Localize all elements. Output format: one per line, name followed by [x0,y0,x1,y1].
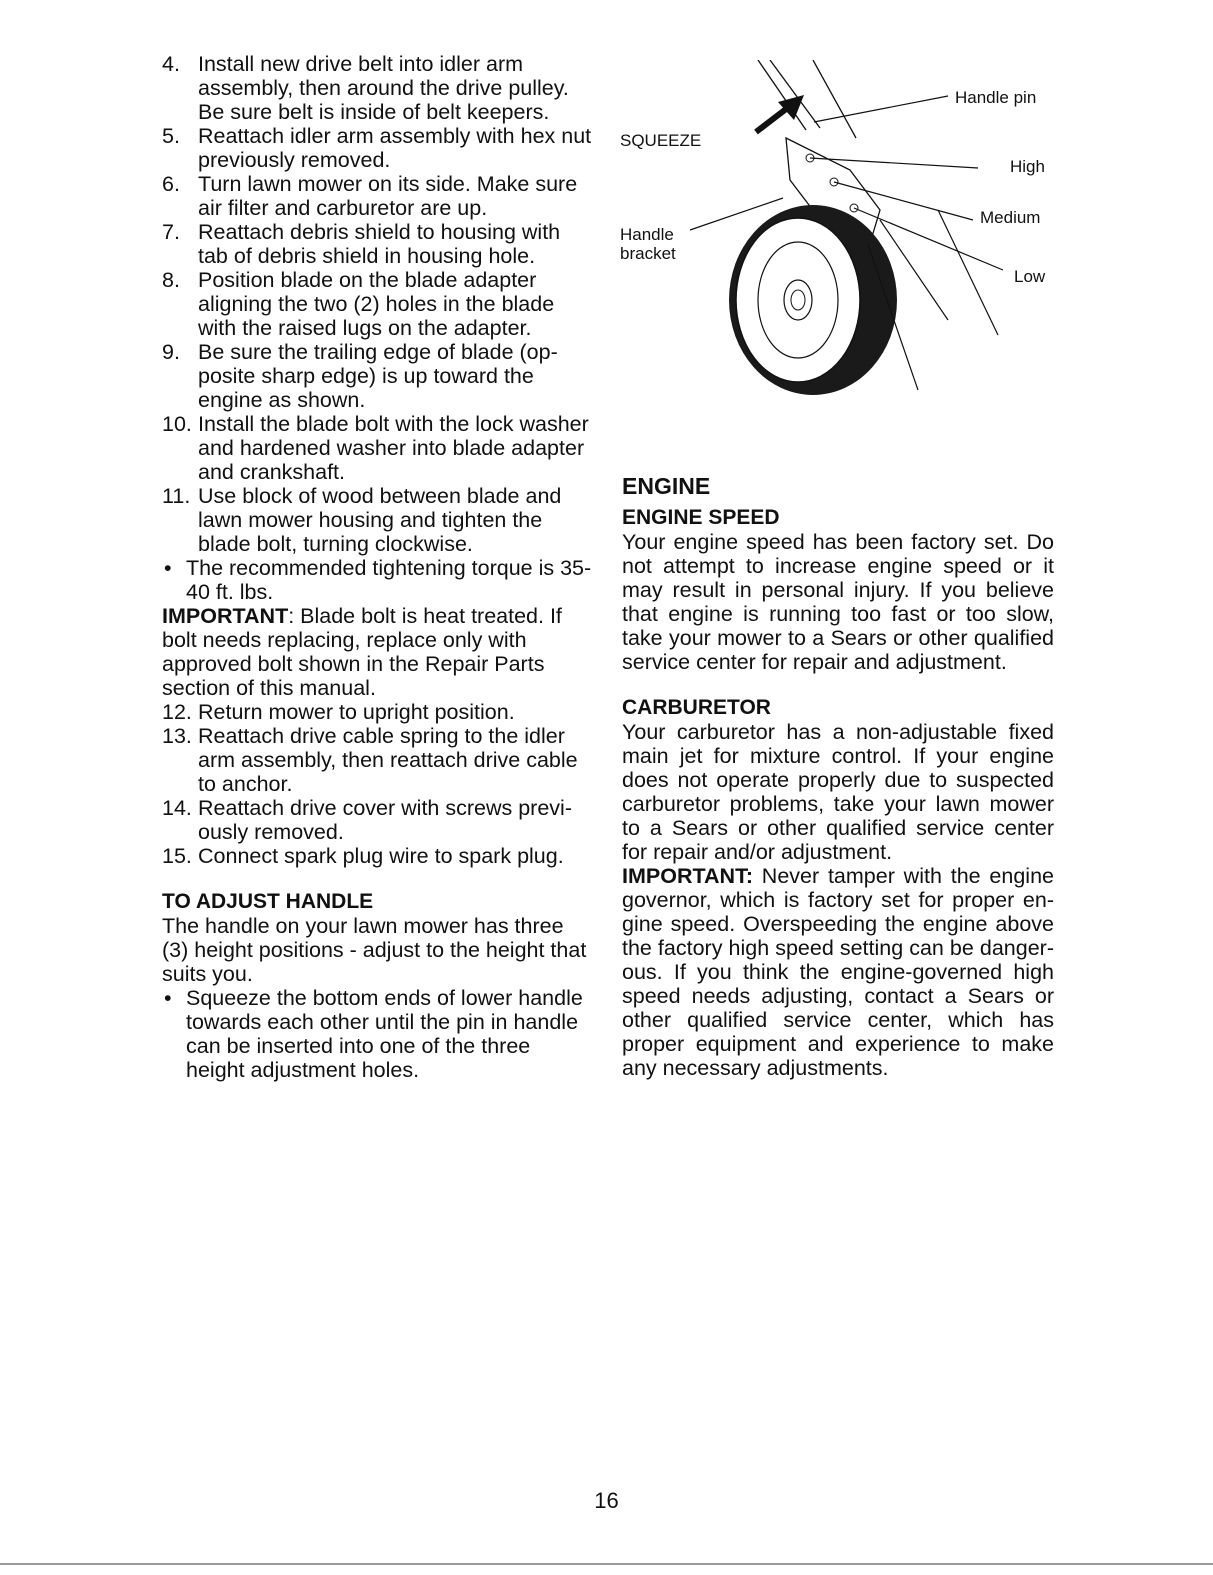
step-number: 11. [162,484,191,508]
squeeze-bullet-text: Squeeze the bottom ends of lower handle towards each other until the pin in handle can be inserted into one of the three height adjustment holes. [186,986,583,1082]
handle-pin-label: Handle pin [955,88,1037,107]
step-number: 14. [162,796,192,820]
handle-tubes [758,60,856,138]
adjust-handle-heading: TO ADJUST HANDLE [162,890,374,913]
lower-handle-lines [868,210,998,390]
step-item [162,700,592,724]
step-item [162,844,592,868]
carburetor-text: Your carburetor has a non-adjustable fixed main jet for mixture control. If your engine does not operate properly due to suspected carburetor problems, take your lawn mower to a Sears or other qualified service center for repair and/or adjustment. [622,720,1054,864]
step-number: 10. [162,412,192,436]
high-label: High [1010,157,1045,176]
squeeze-bullet [162,986,592,1082]
step-item [162,724,592,796]
squeeze-arrow [756,95,804,132]
step-text: Use block of wood between blade and lawn mower housing and tighten the blade bolt, turning clockwise. [198,484,562,556]
step-item [162,484,592,556]
engine-speed-heading: ENGINE SPEED [622,506,780,529]
step-number: 12. [162,700,192,724]
step-item [162,796,592,844]
important-text: : Blade bolt is heat treated. If bolt needs replacing, replace only with approved bolt shown in the Repair Parts section of this manual. [162,604,562,700]
squeeze-label: SQUEEZE [620,131,702,150]
step-number: 15. [162,844,192,868]
step-item [162,340,592,412]
step-number: 9. [162,340,180,364]
important-note-right [622,864,1054,1080]
step-text: Reattach drive cover with screws previ- ously removed. [198,796,572,844]
adjust-handle-text: The handle on your lawn mower has three (3) height positions - adjust to the height that suits you. [162,914,587,986]
step-number: 13. [162,724,192,748]
step-item [162,124,592,172]
step-item [162,52,592,124]
steps-list-b [162,700,592,868]
page-number: 16 [594,1488,619,1513]
step-text: Install the blade bolt with the lock washer and hardened washer into blade adapter and crankshaft. [198,412,589,484]
step-item [162,172,592,220]
medium-label: Medium [980,208,1041,227]
important-label: IMPORTANT [162,604,289,628]
important-label: IMPORTANT: [622,864,753,888]
left-column [162,52,592,1082]
step-number: 5. [162,124,180,148]
step-number: 6. [162,172,180,196]
handle-bracket-label-line1: Handle [620,225,674,244]
step-item [162,412,592,484]
bullet-dot: • [164,556,172,580]
torque-bullet-text: The recommended tightening torque is 35-40 ft. lbs. [186,556,592,604]
torque-bullet [162,556,592,604]
step-text: Reattach debris shield to housing with tab of debris shield in housing hole. [198,220,561,268]
wheel [729,205,897,395]
low-label: Low [1014,267,1046,286]
step-item [162,268,592,340]
handle-bracket-label-line2: bracket [620,244,676,263]
bullet-dot: • [164,986,172,1010]
carburetor-heading: CARBURETOR [622,696,771,719]
right-column [622,474,1054,1080]
handle-adjustment-illustration [618,60,1058,400]
page-bottom-edge [0,1563,1213,1565]
step-text: Install new drive belt into idler arm assembly, then around the drive pulley. Be sure belt is inside of belt keepers. [198,52,569,124]
important-note-left [162,604,592,700]
step-number: 7. [162,220,180,244]
engine-heading: ENGINE [622,473,711,499]
step-text: Reattach drive cable spring to the idler arm assembly, then reattach drive cable to anchor. [198,724,578,796]
step-text: Reattach idler arm assembly with hex nut previously removed. [198,124,592,172]
engine-speed-text: Your engine speed has been factory set. Do not attempt to increase engine speed or it may result in personal injury. If you believe that engine is running too fast or too slow, take your mower to a Sears or other qualified service center for repair and adjustment. [622,530,1054,674]
steps-list-a [162,52,592,556]
step-number: 4. [162,52,180,76]
step-text: Position blade on the blade adapter aligning the two (2) holes in the blade with the raised lugs on the adapter. [198,268,555,340]
step-text: Be sure the trailing edge of blade (op- posite sharp edge) is up toward the engine as shown. [198,340,558,412]
step-text: Return mower to upright position. [198,700,515,724]
important-text: Never tamper with the engine governor, which is factory set for proper en- gine speed. Overspeeding the engine above the factory high speed setting can be danger- ous. If you think the engine-governed high speed needs adjusting, contact a Sears or other qualified service center, which has proper equipment and experience to make any necessary adjustments. [622,864,1054,1080]
step-number: 8. [162,268,180,292]
step-item [162,220,592,268]
step-text: Turn lawn mower on its side. Make sure air filter and carburetor are up. [198,172,578,220]
step-text: Connect spark plug wire to spark plug. [198,844,564,868]
